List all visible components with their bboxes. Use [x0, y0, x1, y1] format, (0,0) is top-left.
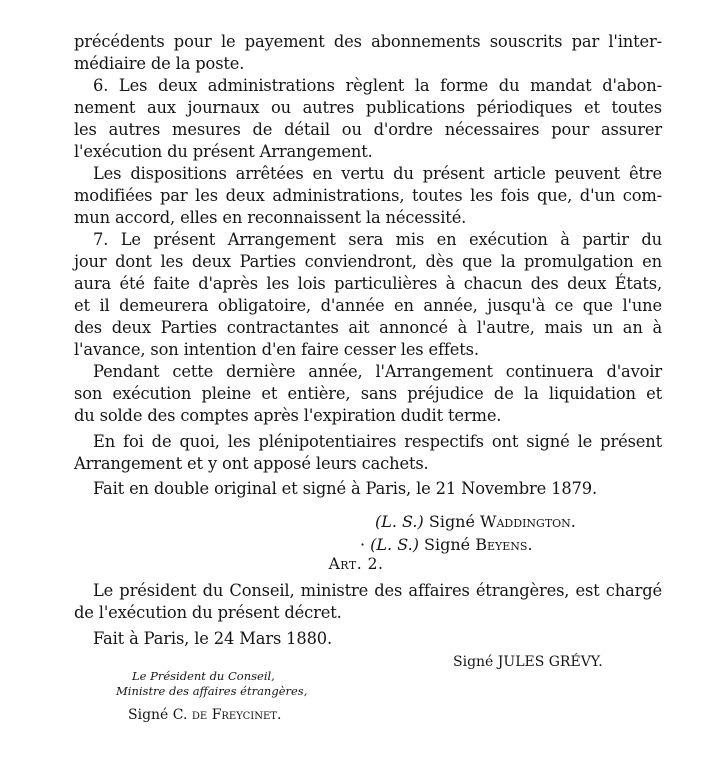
minister-title-2: Ministre des affaires étrangères,	[116, 684, 308, 698]
article-2-heading: Art. 2.	[328, 555, 384, 573]
text-line: Arrangement et y ont apposé leurs cachets.	[74, 454, 429, 473]
seal-mark: (L. S.)	[375, 512, 424, 531]
text-line: précédents pour le payement des abonnements souscrits par l'inter-	[74, 32, 662, 51]
minister-title-1: Le Président du Conseil,	[132, 669, 275, 683]
text-line: les autres mesures de détail ou d'ordre nécessaires pour assurer	[74, 120, 662, 139]
text-line: Les dispositions arrêtées en vertu du présent article peuvent être	[93, 164, 662, 183]
text-line: nement aux journaux ou autres publications périodiques et toutes	[74, 98, 662, 117]
text-line: Pendant cette dernière année, l'Arrangement continuera d'avoir	[93, 362, 662, 381]
minister-particle: de	[191, 707, 208, 723]
signed-word: Signé	[424, 535, 471, 554]
text-line: du solde des comptes après l'expiration dudit terme.	[74, 406, 502, 425]
text-line: mun accord, elles en reconnaissent la nécessité.	[74, 208, 467, 227]
text-line: En foi de quoi, les plénipotentiaires respectifs ont signé le présent	[93, 432, 662, 451]
president-signature: Signé JULES GRÉVY.	[453, 654, 603, 670]
minister-name: Freycinet.	[211, 707, 282, 723]
signatory-name: Waddington.	[480, 512, 576, 531]
text-line: Le président du Conseil, ministre des affaires étrangères, est chargé	[93, 581, 662, 600]
text-line: son exécution pleine et entière, sans préjudice de la liquidation et	[74, 384, 662, 403]
text-line: 6. Les deux administrations règlent la forme du mandat d'abon-	[93, 76, 662, 95]
text-line: l'avance, son intention d'en faire cesser les effets.	[74, 340, 479, 359]
signed-word: Signé	[428, 512, 475, 531]
minister-signed: Signé C.	[128, 707, 188, 723]
text-line: médiaire de la poste.	[74, 54, 245, 73]
signature-waddington	[375, 511, 576, 533]
text-line: modifiées par les deux administrations, toutes les fois que, d'un com-	[74, 186, 662, 205]
text-line: l'exécution du présent Arrangement.	[74, 142, 373, 161]
text-line: Fait en double original et signé à Paris, le 21 Novembre 1879.	[93, 479, 597, 498]
minister-signature	[128, 704, 281, 726]
text-line: et il demeurera obligatoire, d'année en année, jusqu'à ce que l'une	[74, 296, 662, 315]
seal-mark: (L. S.)	[370, 535, 419, 554]
text-line: 7. Le présent Arrangement sera mis en exécution à partir du	[93, 230, 662, 249]
decree-date-line: Fait à Paris, le 24 Mars 1880.	[93, 629, 333, 648]
signatory-name: Beyens.	[475, 535, 533, 554]
text-line: des deux Parties contractantes ait annoncé à l'autre, mais un an à	[74, 318, 662, 337]
text-line: aura été faite d'après les lois particulières à chacun des deux États,	[74, 274, 662, 293]
text-line: jour dont les deux Parties conviendront, dès que la promulgation en	[74, 252, 662, 271]
signature-beyens: · (L. S.) Signé Beyens.	[360, 535, 533, 554]
text-line: de l'exécution du présent décret.	[74, 603, 342, 622]
